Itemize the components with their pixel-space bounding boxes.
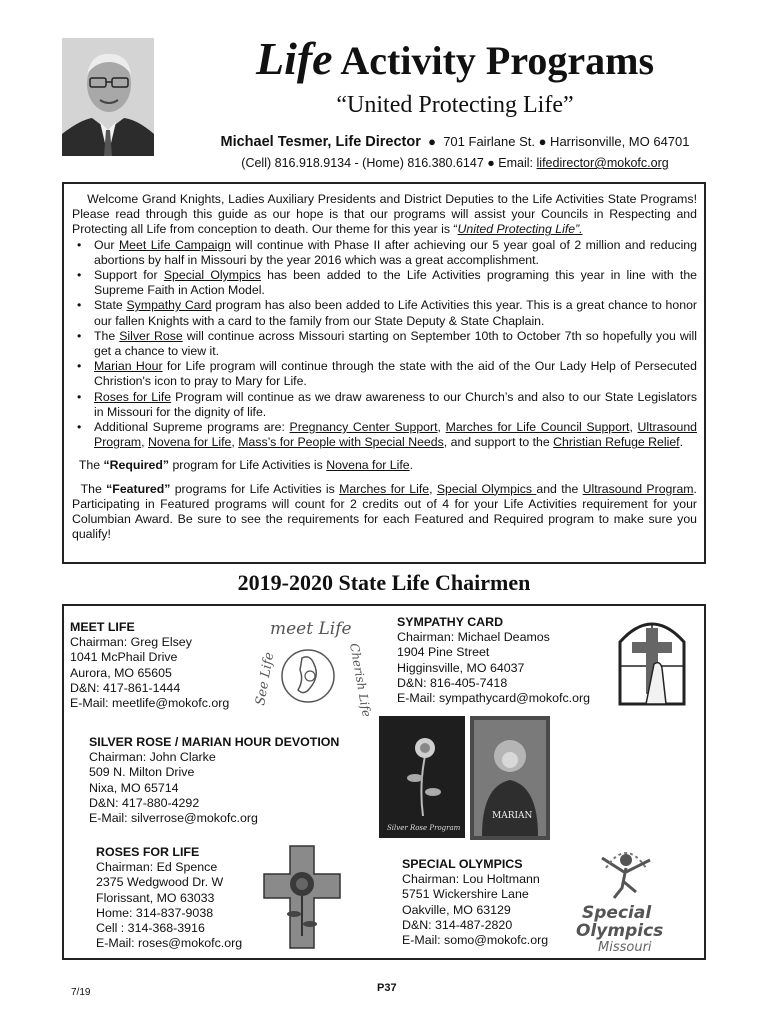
program-list (72, 238, 697, 451)
director-phones: (Cell) 816.918.9134 - (Home) 816.380.6147 ● Email: (241, 156, 534, 170)
sympathy-card-link[interactable]: Sympathy Card (126, 298, 212, 313)
theme-text: United Protecting Life”. (457, 222, 583, 237)
list-item: • Support for Special Olympics has been added to the Life Activities programing this year in line with the Supreme Faith in Action Model. (94, 268, 697, 298)
featured-ultrasound-link[interactable]: Ultrasound Program (582, 481, 694, 496)
special-olympics-link[interactable]: Special Olympics (163, 268, 261, 283)
marches-council-link[interactable]: Marches for Life Council Support (445, 420, 630, 435)
marian-icon-image (470, 716, 550, 840)
page-number: P37 (377, 982, 397, 994)
silver-rose-chair: SILVER ROSE / MARIAN HOUR DEVOTION Chairman: John Clarke 509 N. Milton Drive Nixa, MO 65714 D&N: 417-880-4292 E-Mail: silverrose@mokofc.org (89, 735, 340, 826)
silver-rose-card-image (379, 716, 465, 838)
praying-hands-cross-icon (614, 612, 690, 708)
section-title: 2019-2020 State Life Chairmen (237, 570, 531, 595)
title-rest: Activity Programs (340, 38, 655, 83)
required-novena-link[interactable]: Novena for Life (326, 458, 410, 473)
welcome-text: Welcome Grand Knights, Ladies Auxiliary Presidents and District Deputies to the Life Activities State Programs! Please read through this guide as our hope is that our programs will assist your Councils in Respecting and Protecting all Life from conception to death. Our theme for this year is “ (72, 192, 697, 237)
page-subtitle: “United Protecting Life” (336, 92, 574, 118)
see-life-logo-text: See Life (253, 651, 278, 707)
featured-paragraph: The “Featured” programs for Life Activities is Marches for Life, Special Olympics and the Ultrasound Program. Participating in Featured programs will count for 2 credits out of 4 for your Life Activities requirement for your Columbian Award. Be sure to see the requirements for each Featured and Required program to make sure you qualify! (72, 481, 697, 542)
list-item: • Additional Supreme programs are: Pregnancy Center Support, Marches for Life Council Support, Ultrasound Program, Novena for Life, Mass’s for People with Special Needs, and support to the Christian Refuge Relief. (94, 420, 697, 450)
list-item: • Our Meet Life Campaign will continue with Phase II after achieving our 5 year goal of 2 million and reducing abortions by half in Missouri by the year 2016 which was a great accomplishment. (94, 238, 697, 268)
welcome-paragraph (72, 192, 697, 238)
list-item: • State Sympathy Card program has also been added to Life Activities this year. This is a great chance to honor our fallen Knights with a card to the family from our State Deputy & State Chaplain. (94, 298, 697, 328)
meet-life-chair: MEET LIFE Chairman: Greg Elsey 1041 McPhail Drive Aurora, MO 65605 D&N: 417-861-1444 E-Mail: meetlife@mokofc.org (70, 620, 230, 711)
pregnancy-center-link[interactable]: Pregnancy Center Support (289, 420, 438, 435)
director-name: Michael Tesmer, Life Director (220, 134, 421, 150)
meet-life-link[interactable]: Meet Life Campaign (118, 237, 232, 252)
special-needs-mass-link[interactable]: Mass’s for People with Special Needs (238, 435, 444, 450)
director-address: 701 Fairlane St. ● Harrisonville, MO 64701 (443, 134, 690, 149)
title-life: Life (255, 33, 333, 84)
list-item: • Roses for Life Program will continue as we draw awareness to our Church’s and also to our State Legislators in Missouri for the dignity of life. (94, 390, 697, 420)
marian-card-text: MARIAN (492, 811, 533, 821)
special-olympics-chair: SPECIAL OLYMPICS Chairman: Lou Holtmann 5751 Wickershire Lane Oakville, MO 63129 D&N: 314-487-2820 E-Mail: somo@mokofc.org (402, 857, 549, 948)
featured-marches-link[interactable]: Marches for Life (339, 481, 430, 496)
rose-cross-icon (262, 844, 342, 950)
cherish-life-logo-text: Cherish Life (347, 642, 374, 719)
required-paragraph: The “Required” program for Life Activities is Novena for Life. (78, 458, 414, 473)
director-line: Michael Tesmer, Life Director ● 701 Fairlane St. ● Harrisonville, MO 64701 (220, 134, 690, 150)
roses-for-life-chair: ROSES FOR LIFE Chairman: Ed Spence 2375 Wedgwood Dr. W Florissant, MO 63033 Home: 314-837-9038 Cell : 314-368-3916 E-Mail: roses@mokofc.org (96, 845, 243, 951)
novena-link[interactable]: Novena for Life (148, 435, 232, 450)
so-logo-line3: Missouri (598, 940, 652, 955)
so-logo-line1: Special (582, 903, 652, 923)
featured-special-olympics-link[interactable]: Special Olympics (436, 481, 537, 496)
page-title (200, 33, 710, 84)
so-logo-line2: Olympics (576, 921, 664, 941)
list-item: • The Silver Rose will continue across Missouri starting on September 10th to October 7th so hopefully you will get a chance to view it. (94, 329, 697, 359)
list-item: • Marian Hour for Life program will continue through the state with the aid of the Our Lady Help of Persecuted Christion's icon to pray to Mary for Life. (94, 359, 697, 389)
intro-box (62, 182, 706, 564)
special-olympics-logo (572, 838, 682, 954)
silver-rose-link[interactable]: Silver Rose (119, 328, 183, 343)
roses-for-life-link[interactable]: Roses for Life (94, 389, 172, 404)
director-photo (62, 38, 154, 156)
meet-life-logo-text: meet Life (270, 619, 352, 639)
footer-date: 7/19 (71, 987, 91, 998)
marian-hour-link[interactable]: Marian Hour (94, 359, 163, 374)
ultrasound-link[interactable]: Ultrasound Program (94, 420, 697, 450)
director-email-link[interactable]: lifedirector@mokofc.org (536, 156, 669, 170)
director-contact (200, 156, 710, 170)
sympathy-card-chair: SYMPATHY CARD Chairman: Michael Deamos 1904 Pine Street Higginsville, MO 64037 D&N: 816-405-7418 E-Mail: sympathycard@mokofc.org (397, 615, 590, 706)
meet-life-logo (250, 614, 374, 719)
silver-rose-card-text: Silver Rose Program (387, 824, 461, 832)
refuge-relief-link[interactable]: Christian Refuge Relief (553, 435, 680, 450)
